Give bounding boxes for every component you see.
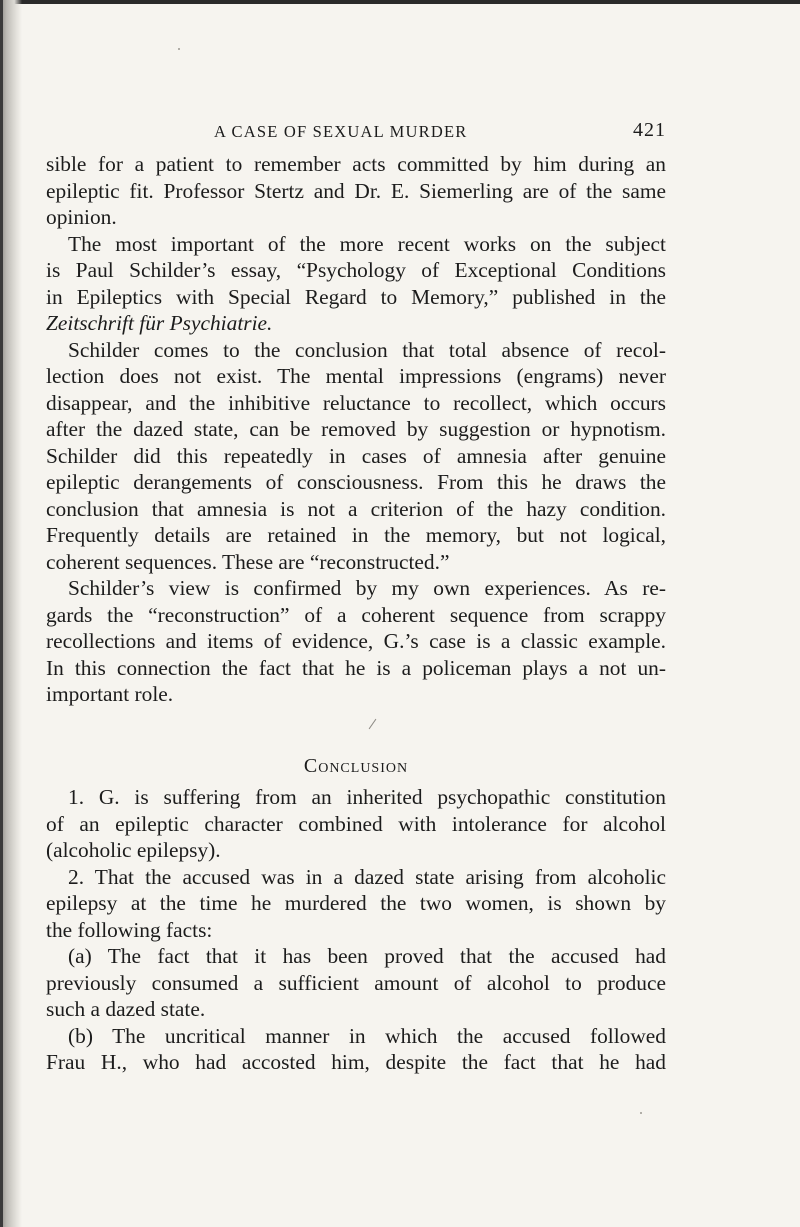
page-number: 421 — [633, 119, 666, 141]
section-heading-conclusion: Conclusion — [303, 755, 409, 777]
text-line: (alcoholic epilepsy). — [46, 838, 221, 862]
text-line: the following facts: — [46, 917, 213, 942]
paper-speck — [640, 1112, 642, 1114]
text-line: disappear, and the inhibitive reluctance to recollect, which occurs — [46, 390, 666, 415]
text-line: recollections and items of evidence, G.’s case is a classic example. — [46, 629, 666, 653]
text-line: opinion. — [46, 205, 117, 229]
text-line: conclusion that amnesia is not a criterion of the hazy condition. — [46, 496, 666, 521]
text-line: such a dazed state. — [46, 997, 206, 1021]
text-line: important role. — [46, 682, 174, 706]
text-line: lection does not exist. The mental impressions (engrams) never — [46, 364, 666, 388]
text-line: The most important of the more recent works on the subject — [68, 231, 666, 256]
text-line: Schilder comes to the conclusion that total absence of recol- — [68, 337, 666, 362]
running-head — [46, 118, 666, 142]
text-line: coherent sequences. These are “reconstructed.” — [46, 549, 450, 574]
text-line: sible for a patient to remember acts committed by him during an — [46, 152, 666, 176]
text-line: Schilder’s view is confirmed by my own experiences. As re- — [68, 576, 666, 600]
text-line: 2. That the accused was in a dazed state arising from alcoholic — [68, 864, 666, 889]
pencil-mark — [369, 719, 377, 729]
top-edge-rule — [0, 0, 800, 4]
text-line: is Paul Schilder’s essay, “Psychology of Exceptional Conditions — [46, 258, 666, 282]
page-left-edge — [0, 0, 3, 1227]
binding-shadow — [0, 0, 22, 1227]
text-line: gards the “reconstruction” of a coherent sequence from scrappy — [46, 602, 666, 627]
text-line: previously consumed a sufficient amount of alcohol to produce — [46, 970, 666, 995]
text-line: epilepsy at the time he murdered the two women, is shown by — [46, 891, 666, 915]
text-line: in Epileptics with Special Regard to Memory,” published in the — [46, 284, 666, 309]
paper-speck — [178, 48, 180, 50]
text-line: Schilder did this repeatedly in cases of amnesia after genuine — [46, 443, 666, 468]
text-line: epileptic fit. Professor Stertz and Dr. E. Siemerling are of the same — [46, 178, 666, 203]
running-head-title: A CASE OF SEXUAL MURDER — [214, 122, 468, 141]
text-line: of an epileptic character combined with intolerance for alcohol — [46, 811, 666, 836]
text-line: (b) The uncritical manner in which the accused followed — [68, 1023, 666, 1048]
body-text-conclusion — [46, 784, 666, 1076]
body-text-upper — [46, 151, 666, 708]
text-line: 1. G. is suffering from an inherited psychopathic constitution — [68, 785, 666, 809]
text-line: after the dazed state, can be removed by suggestion or hypnotism. — [46, 417, 666, 441]
text-line: Frau H., who had accosted him, despite the fact that he had — [46, 1050, 666, 1074]
text-line: (a) The fact that it has been proved that the accused had — [68, 944, 666, 968]
text-line: Zeitschrift für Psychiatrie. — [46, 311, 273, 335]
text-line: Frequently details are retained in the memory, but not logical, — [46, 523, 666, 547]
text-line: In this connection the fact that he is a policeman plays a not un- — [46, 655, 666, 680]
text-line: epileptic derangements of consciousness. From this he draws the — [46, 470, 666, 494]
